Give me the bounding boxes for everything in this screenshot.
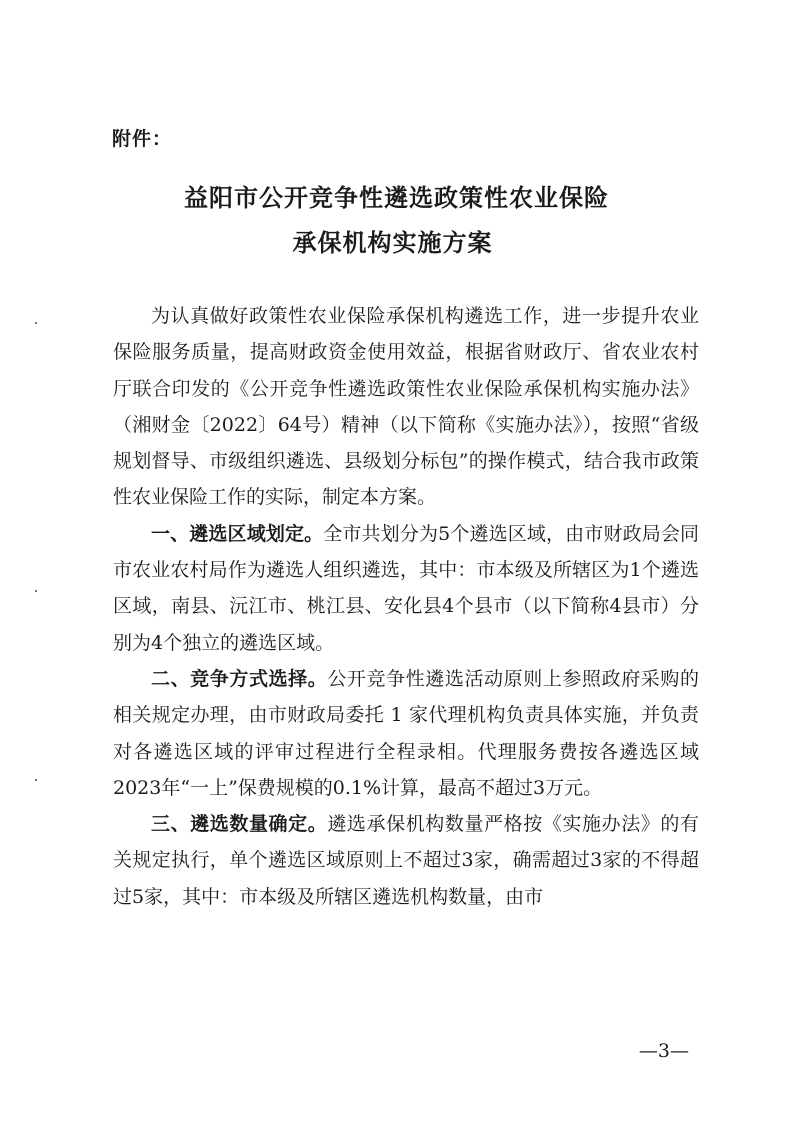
scan-speck (35, 590, 37, 592)
page-number: —3— (638, 1040, 689, 1062)
section-2-heading: 二、竞争方式选择。 (151, 667, 328, 690)
document-title-line-1: 益阳市公开竞争性遴选政策性农业保险 (184, 183, 609, 212)
paragraph-intro (113, 298, 699, 516)
paragraph-section-1 (113, 516, 699, 661)
section-1-heading: 一、遴选区域划定。 (151, 522, 324, 545)
section-3-heading: 三、遴选数量确定。 (151, 813, 328, 836)
attachment-label: 附件： (112, 128, 173, 150)
section-3-text: 遴选承保机构数量严格按《实施办法》的有关规定执行，单个遴选区域原则上不超过3家，确需超过3家的不得超过5家，其中：市本级及所辖区遴选机构数量，由市 (113, 813, 699, 908)
scan-speck (35, 779, 37, 781)
section-2-text: 公开竞争性遴选活动原则上参照政府采购的相关规定办理，由市财政局委托 1 家代理机构负责具体实施，并负责对各遴选区域的评审过程进行全程录相。代理服务费按各遴选区域2023年“一上”保费规模的0.1%计算，最高不超过3万元。 (113, 667, 699, 799)
scan-speck (35, 322, 37, 324)
document-body (113, 298, 699, 915)
paragraph-section-3 (113, 806, 699, 915)
section-1-text: 全市共划分为5个遴选区域，由市财政局会同市农业农村局作为遴选人组织遴选，其中：市本级及所辖区为1个遴选区域，南县、沅江市、桃江县、安化县4个县市（以下简称4县市）分别为4个独立的遴选区域。 (113, 522, 699, 654)
paragraph-section-2 (113, 661, 699, 806)
paragraph-intro-text: 为认真做好政策性农业保险承保机构遴选工作，进一步提升农业保险服务质量，提高财政资金使用效益，根据省财政厅、省农业农村厅联合印发的《公开竞争性遴选政策性农业保险承保机构实施办法》（湘财金〔2022〕64号）精神（以下简称《实施办法》），按照“省级规划督导、市级组织遴选、县级划分标包”的操作模式，结合我市政策性农业保险工作的实际，制定本方案。 (113, 305, 699, 509)
document-title-line-2: 承保机构实施方案 (292, 228, 493, 257)
